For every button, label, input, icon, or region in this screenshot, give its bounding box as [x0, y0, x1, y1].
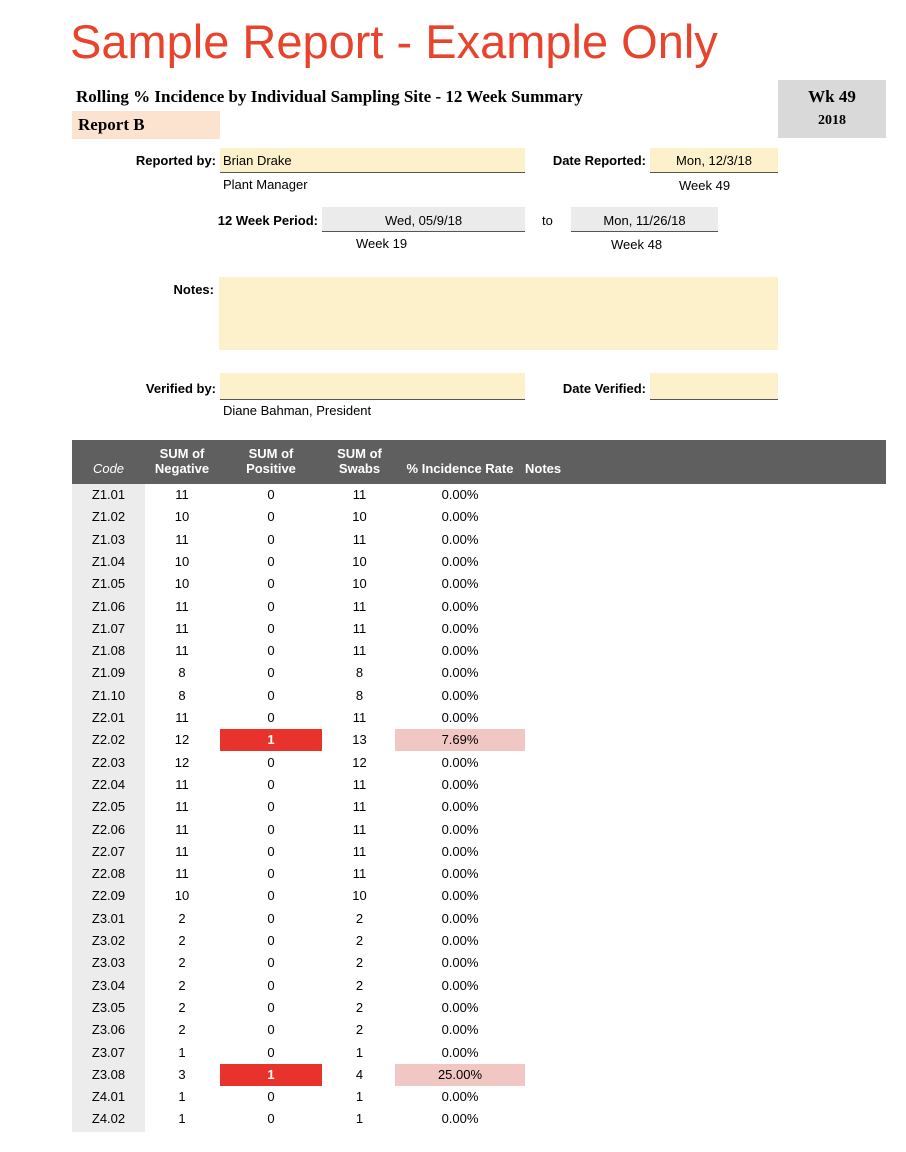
- cell-swabs: 11: [352, 531, 367, 547]
- cell-swabs: 8: [355, 665, 364, 681]
- cell-incidence-rate: 0.00%: [441, 710, 479, 725]
- table-row: [72, 997, 552, 1019]
- table-header: [72, 440, 886, 484]
- sample-banner: Sample Report - Example Only: [70, 15, 718, 68]
- cell-swabs: 12: [352, 754, 367, 770]
- reporter-title: Plant Manager: [223, 177, 308, 192]
- cell-incidence-rate: 0.00%: [441, 1044, 479, 1060]
- cell-positive: 0: [267, 665, 275, 681]
- cell-swabs: 2: [355, 999, 364, 1015]
- cell-code: Z1.04: [91, 553, 126, 569]
- table-row: [72, 529, 552, 551]
- date-verified-label: Date Verified:: [562, 381, 646, 396]
- cell-code: Z1.02: [91, 509, 126, 525]
- col-negative-line2: Negative: [154, 461, 210, 476]
- cell-positive: 0: [267, 999, 275, 1015]
- table-row: [72, 819, 552, 841]
- cell-swabs: 13: [352, 732, 367, 748]
- cell-incidence-rate: 0.00%: [441, 620, 479, 636]
- cell-swabs: 2: [355, 1022, 364, 1038]
- cell-negative: 2: [178, 977, 186, 993]
- cell-swabs: 11: [352, 821, 367, 837]
- cell-negative: 2: [178, 955, 186, 971]
- col-negative-line1: SUM of: [159, 446, 205, 461]
- cell-positive: 0: [267, 509, 275, 525]
- cell-negative: 2: [178, 1022, 186, 1038]
- cell-incidence-rate: 0.00%: [441, 754, 479, 770]
- week-label: Wk 49: [808, 87, 856, 106]
- cell-negative: 11: [175, 531, 189, 547]
- cell-incidence-rate: 0.00%: [441, 487, 479, 502]
- cell-code: Z1.03: [91, 531, 126, 547]
- cell-positive: 0: [267, 754, 275, 770]
- cell-incidence-rate: 0.00%: [441, 687, 479, 703]
- table-row: [72, 618, 552, 640]
- col-positive-line2: Positive: [246, 461, 296, 476]
- table-row: [72, 596, 552, 618]
- reported-by-field[interactable]: Brian Drake: [220, 148, 525, 173]
- col-positive: [220, 446, 322, 476]
- period-label: 12 Week Period:: [217, 213, 318, 228]
- cell-code: Z1.01: [91, 487, 126, 502]
- cell-positive: 0: [267, 866, 275, 882]
- cell-negative: 2: [178, 933, 186, 948]
- cell-positive: 0: [267, 687, 275, 703]
- cell-code: Z3.01: [91, 910, 126, 926]
- cell-positive: 1: [220, 1064, 322, 1086]
- week-box: [778, 80, 886, 138]
- cell-swabs: 11: [352, 598, 367, 614]
- cell-swabs: 11: [352, 776, 367, 792]
- cell-negative: 11: [175, 866, 189, 882]
- cell-negative: 2: [178, 999, 186, 1015]
- cell-negative: 11: [175, 598, 189, 614]
- cell-positive: 0: [267, 1044, 275, 1060]
- cell-swabs: 11: [352, 799, 367, 815]
- cell-incidence-rate: 0.00%: [441, 598, 479, 614]
- cell-positive: 0: [267, 1089, 275, 1105]
- cell-code: Z1.10: [91, 687, 126, 703]
- to-label: to: [542, 213, 553, 228]
- cell-swabs: 11: [352, 487, 367, 502]
- cell-negative: 11: [175, 776, 189, 792]
- cell-positive: 0: [267, 1022, 275, 1038]
- cell-swabs: 11: [352, 620, 367, 636]
- cell-code: Z1.07: [91, 620, 126, 636]
- week-number: 19: [392, 236, 408, 251]
- cell-code: Z4.01: [91, 1089, 126, 1105]
- table-row: [72, 1064, 552, 1086]
- cell-positive: 0: [267, 710, 275, 725]
- cell-code: Z2.02: [91, 732, 126, 748]
- cell-incidence-rate: 0.00%: [441, 866, 479, 882]
- col-swabs-line2: Swabs: [338, 461, 381, 476]
- cell-incidence-rate: 0.00%: [441, 955, 479, 971]
- cell-positive: 0: [267, 910, 275, 926]
- cell-code: Z4.02: [91, 1111, 126, 1127]
- cell-swabs: 10: [352, 576, 367, 592]
- cell-incidence-rate: 0.00%: [441, 999, 479, 1015]
- date-reported-week: [679, 178, 730, 193]
- col-positive-line1: SUM of: [248, 446, 294, 461]
- cell-code: Z3.03: [91, 955, 126, 971]
- cell-negative: 10: [174, 553, 190, 569]
- table-row: [72, 1019, 552, 1041]
- year-label: 2018: [818, 113, 846, 128]
- cell-code: Z1.05: [91, 576, 126, 592]
- cell-swabs: 10: [352, 553, 367, 569]
- notes-field[interactable]: [219, 277, 778, 350]
- cell-swabs: 10: [352, 509, 367, 525]
- table-row: [72, 1086, 552, 1108]
- cell-negative: 3: [178, 1066, 186, 1082]
- cell-negative: 8: [178, 665, 186, 681]
- week-number: 49: [715, 178, 731, 193]
- cell-code: Z2.07: [91, 843, 126, 859]
- cell-swabs: 1: [355, 1044, 364, 1060]
- cell-positive: 0: [267, 933, 275, 948]
- cell-incidence-rate: 0.00%: [441, 977, 479, 993]
- period-start-week: [356, 236, 407, 251]
- cell-code: Z2.09: [91, 888, 126, 904]
- cell-negative: 2: [178, 910, 186, 926]
- cell-positive: 0: [267, 821, 275, 837]
- col-notes: Notes: [525, 461, 562, 476]
- table-row: [72, 484, 552, 506]
- report-title: Rolling % Incidence by Individual Sampling Site - 12 Week Summary: [76, 87, 583, 106]
- cell-negative: 1: [178, 1089, 186, 1105]
- cell-negative: 11: [175, 710, 189, 725]
- period-end-week: [611, 237, 662, 252]
- cell-swabs: 1: [355, 1111, 364, 1127]
- cell-code: Z3.05: [91, 999, 126, 1015]
- cell-positive: 0: [267, 1111, 275, 1127]
- cell-swabs: 1: [355, 1089, 364, 1105]
- cell-negative: 10: [174, 888, 190, 904]
- cell-code: Z2.03: [91, 754, 126, 770]
- cell-code: Z3.02: [91, 933, 126, 948]
- cell-swabs: 11: [352, 643, 367, 659]
- cell-incidence-rate: 0.00%: [441, 799, 479, 815]
- cell-positive: 0: [267, 576, 275, 592]
- table-row: [72, 685, 552, 707]
- col-swabs-line1: SUM of: [337, 446, 382, 461]
- cell-incidence-rate: 0.00%: [441, 776, 479, 792]
- cell-incidence-rate: 25.00%: [395, 1064, 525, 1086]
- table-row: [72, 863, 552, 885]
- cell-negative: 10: [174, 576, 190, 592]
- cell-code: Z1.09: [91, 665, 126, 681]
- cell-incidence-rate: 0.00%: [441, 843, 479, 859]
- cell-code: Z3.07: [91, 1044, 126, 1060]
- cell-negative: 10: [174, 509, 190, 525]
- cell-positive: 0: [267, 799, 275, 815]
- cell-incidence-rate: 0.00%: [441, 1022, 479, 1038]
- cell-swabs: 8: [355, 687, 364, 703]
- cell-swabs: 4: [355, 1066, 364, 1082]
- cell-swabs: 2: [355, 933, 364, 948]
- table-row: [72, 573, 552, 595]
- cell-positive: 0: [267, 955, 275, 971]
- cell-negative: 11: [175, 821, 189, 837]
- cell-positive: 0: [267, 487, 275, 502]
- cell-positive: 0: [267, 531, 275, 547]
- table-row: [72, 930, 552, 952]
- cell-negative: 12: [174, 732, 190, 748]
- cell-incidence-rate: 0.00%: [441, 821, 479, 837]
- cell-incidence-rate: 7.69%: [395, 729, 525, 751]
- cell-code: Z3.04: [91, 977, 126, 993]
- verifier-title: Diane Bahman, President: [223, 403, 372, 418]
- cell-negative: 8: [178, 687, 186, 703]
- col-code: Code: [92, 461, 125, 476]
- cell-incidence-rate: 0.00%: [441, 553, 479, 569]
- cell-incidence-rate: 0.00%: [441, 933, 479, 948]
- notes-label: Notes:: [173, 282, 214, 297]
- cell-negative: 11: [175, 487, 189, 502]
- cell-positive: 0: [267, 553, 275, 569]
- table-row: [72, 707, 552, 729]
- cell-incidence-rate: 0.00%: [441, 665, 479, 681]
- table-row: [72, 908, 552, 930]
- table-row: [72, 1042, 552, 1064]
- cell-negative: 11: [175, 799, 189, 815]
- cell-positive: 0: [267, 888, 275, 904]
- col-swabs: [322, 446, 397, 476]
- cell-incidence-rate: 0.00%: [441, 888, 479, 904]
- cell-negative: 12: [174, 754, 190, 770]
- week-word: Week: [611, 237, 644, 252]
- cell-code: Z2.04: [91, 776, 126, 792]
- period-end-field[interactable]: Mon, 11/26/18: [571, 207, 718, 232]
- cell-incidence-rate: 0.00%: [441, 643, 479, 659]
- cell-swabs: 11: [352, 843, 367, 859]
- cell-positive: 0: [267, 843, 275, 859]
- reported-by-label: Reported by:: [135, 153, 216, 168]
- cell-negative: 11: [175, 643, 189, 659]
- cell-positive: 0: [267, 977, 275, 993]
- cell-code: Z2.06: [91, 821, 126, 837]
- cell-incidence-rate: 0.00%: [441, 576, 479, 592]
- cell-code: Z2.08: [91, 866, 126, 882]
- table-row: [72, 952, 552, 974]
- table-row: [72, 1108, 552, 1130]
- table-row: [72, 975, 552, 997]
- col-incidence-rate: % Incidence Rate: [406, 461, 514, 476]
- cell-swabs: 2: [355, 910, 364, 926]
- verified-by-field[interactable]: [220, 373, 525, 400]
- cell-code: Z3.08: [91, 1066, 126, 1082]
- cell-positive: 0: [267, 620, 275, 636]
- cell-positive: 0: [267, 643, 275, 659]
- table-row: [72, 662, 552, 684]
- table-row: [72, 506, 552, 528]
- table-row: [72, 885, 552, 907]
- cell-positive: 0: [267, 598, 275, 614]
- cell-swabs: 2: [355, 955, 364, 971]
- date-verified-field[interactable]: [650, 373, 778, 400]
- cell-swabs: 11: [352, 866, 367, 882]
- cell-swabs: 10: [352, 888, 367, 904]
- cell-negative: 1: [178, 1044, 186, 1060]
- cell-incidence-rate: 0.00%: [441, 509, 479, 525]
- cell-positive: 1: [220, 729, 322, 751]
- week-word: Week: [356, 236, 389, 251]
- report-label: Report B: [72, 111, 220, 139]
- table-row: [72, 640, 552, 662]
- cell-incidence-rate: 0.00%: [441, 531, 479, 547]
- week-word: Week: [679, 178, 712, 193]
- verified-by-label: Verified by:: [145, 381, 216, 396]
- period-start-field[interactable]: Wed, 05/9/18: [322, 207, 525, 232]
- table-row: [72, 752, 552, 774]
- cell-swabs: 11: [352, 710, 367, 725]
- cell-code: Z3.06: [91, 1022, 126, 1038]
- date-reported-field[interactable]: Mon, 12/3/18: [650, 148, 778, 173]
- cell-negative: 11: [175, 843, 189, 859]
- cell-negative: 11: [175, 620, 189, 636]
- week-number: 48: [647, 237, 663, 252]
- table-row: [72, 774, 552, 796]
- cell-negative: 1: [178, 1111, 186, 1127]
- date-reported-label: Date Reported:: [552, 153, 646, 168]
- cell-incidence-rate: 0.00%: [441, 910, 479, 926]
- cell-incidence-rate: 0.00%: [441, 1111, 479, 1127]
- cell-code: Z2.01: [91, 710, 126, 725]
- cell-positive: 0: [267, 776, 275, 792]
- cell-code: Z1.08: [91, 643, 126, 659]
- table-row: [72, 551, 552, 573]
- table-row: [72, 841, 552, 863]
- cell-code: Z1.06: [91, 598, 126, 614]
- table-row: [72, 729, 552, 751]
- col-negative: [145, 446, 219, 476]
- cell-code: Z2.05: [91, 799, 126, 815]
- cell-swabs: 2: [355, 977, 364, 993]
- table-row: [72, 796, 552, 818]
- cell-incidence-rate: 0.00%: [441, 1089, 479, 1105]
